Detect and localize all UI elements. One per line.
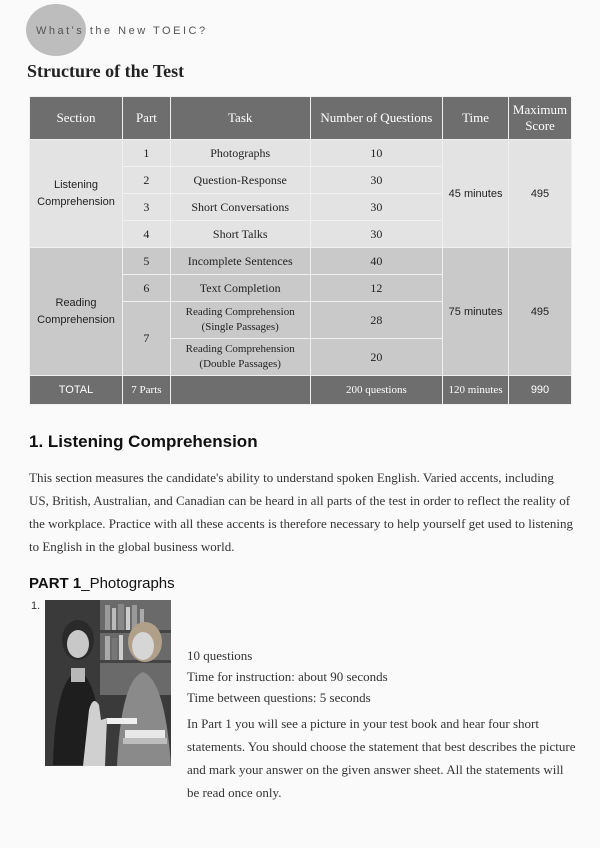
score-listening: 495	[509, 140, 572, 248]
questions-cell: 30	[310, 194, 443, 221]
page-title: Structure of the Test	[27, 61, 185, 81]
total-questions: 200 questions	[310, 376, 443, 405]
total-score: 990	[509, 376, 572, 405]
total-time: 120 minutes	[443, 376, 509, 405]
part-cell: 7	[122, 302, 170, 376]
part-heading-rest: _Photographs	[81, 575, 175, 592]
task-cell: Incomplete Sentences	[170, 248, 310, 275]
part-cell: 4	[122, 221, 170, 248]
header-time: Time	[443, 97, 509, 140]
part-cell: 3	[122, 194, 170, 221]
info-questions: 10 questions	[187, 648, 253, 663]
photograph-image	[45, 600, 171, 766]
task-cell: Short Conversations	[170, 194, 310, 221]
part1-info	[187, 645, 577, 708]
part1-description: In Part 1 you will see a picture in your test book and hear four short statements. You should choose the statement that best describes the picture and mark your answer on the given answer sheet. All the statements will be read once only.	[187, 716, 576, 800]
header-section: Section	[30, 97, 123, 140]
info-instruction-time: Time for instruction: about 90 seconds	[187, 669, 388, 684]
task-cell: Photographs	[170, 140, 310, 167]
header-part: Part	[122, 97, 170, 140]
total-parts: 7 Parts	[122, 376, 170, 405]
questions-cell: 30	[310, 167, 443, 194]
questions-cell: 10	[310, 140, 443, 167]
header-task: Task	[170, 97, 310, 140]
header-label: What's the New TOEIC?	[36, 25, 208, 37]
questions-cell: 28	[310, 302, 443, 339]
section-heading: 1. Listening Comprehension	[29, 432, 258, 451]
part-cell: 6	[122, 275, 170, 302]
test-structure-table	[29, 96, 572, 405]
part-heading	[29, 575, 175, 592]
table-row	[30, 248, 572, 275]
section-reading: Reading Comprehension	[30, 248, 123, 376]
item-number: 1.	[31, 600, 41, 612]
table-row	[30, 140, 572, 167]
task-cell: Question-Response	[170, 167, 310, 194]
questions-cell: 12	[310, 275, 443, 302]
header-score: Maximum Score	[509, 97, 572, 140]
header-questions: Number of Questions	[310, 97, 443, 140]
total-row	[30, 376, 572, 405]
time-reading: 75 minutes	[443, 248, 509, 376]
task-cell: Reading Comprehension (Double Passages)	[170, 339, 310, 376]
task-cell: Text Completion	[170, 275, 310, 302]
part-cell: 5	[122, 248, 170, 275]
total-task-empty	[170, 376, 310, 405]
part-cell: 1	[122, 140, 170, 167]
photo-illustration	[45, 600, 171, 766]
questions-cell: 40	[310, 248, 443, 275]
part-heading-bold: PART 1	[29, 575, 82, 592]
table-header-row	[30, 97, 572, 140]
section-paragraph: This section measures the candidate's ability to understand spoken English. Varied accents, including US, British, Australian, and Canadian can be heard in all parts of the test in order to reflect the reality of the workplace. Practice with all these accents is therefore necessary to help yourself get used to listening to English in the global business world.	[29, 470, 574, 554]
task-cell: Short Talks	[170, 221, 310, 248]
info-between-time: Time between questions: 5 seconds	[187, 690, 371, 705]
score-reading: 495	[509, 248, 572, 376]
total-label: TOTAL	[30, 376, 123, 405]
section-listening: Listening Comprehension	[30, 140, 123, 248]
questions-cell: 30	[310, 221, 443, 248]
part-cell: 2	[122, 167, 170, 194]
questions-cell: 20	[310, 339, 443, 376]
task-cell: Reading Comprehension (Single Passages)	[170, 302, 310, 339]
time-listening: 45 minutes	[443, 140, 509, 248]
